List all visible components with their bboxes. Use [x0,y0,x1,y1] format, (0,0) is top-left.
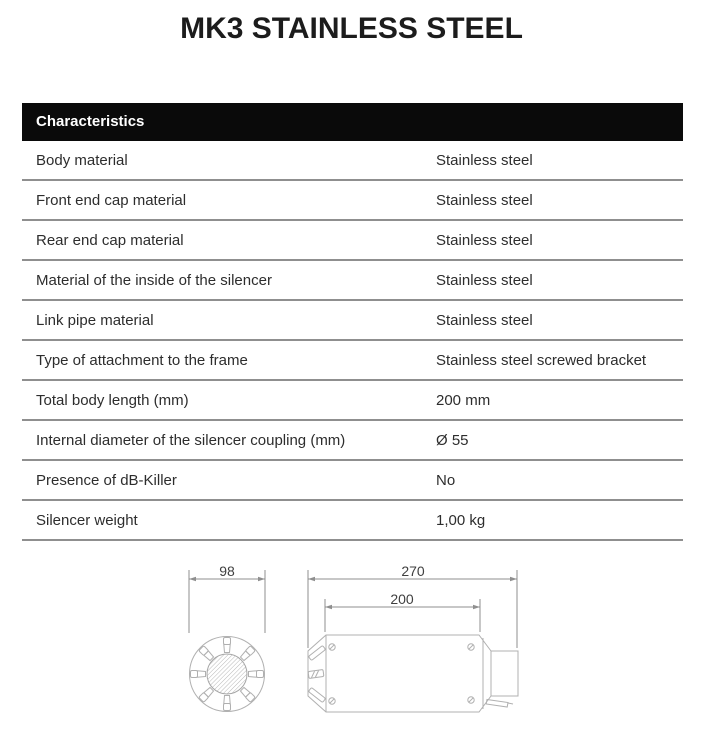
side-view-screws [329,644,474,704]
characteristics-table [22,103,683,541]
table-row [22,501,683,541]
dimension-labels [219,563,425,607]
row-label: Silencer weight [36,511,138,529]
row-value: Stainless steel [436,151,533,169]
side-view-end-cap-slots [308,645,326,702]
dimension-lines [189,570,517,648]
table-row [22,141,683,181]
table-row [22,301,683,341]
row-label: Link pipe material [36,311,154,329]
dimension-label-200: 200 [390,591,414,607]
table-header: Characteristics [22,103,683,141]
row-value: Stainless steel screwed bracket [436,351,647,369]
row-value: No [436,471,456,489]
dimension-label-270: 270 [401,563,425,579]
table-row [22,221,683,261]
page-title: MK3 STAINLESS STEEL [180,12,523,45]
row-label: Body material [36,151,128,169]
row-value: Stainless steel [436,311,533,329]
row-label: Presence of dB-Killer [36,471,177,489]
row-value: 200 mm [436,391,491,409]
row-label: Internal diameter of the silencer coupling (mm) [36,431,346,449]
table-row [22,341,683,381]
row-value: Ø 55 [436,431,469,449]
row-label: Material of the inside of the silencer [36,271,272,289]
row-label: Type of attachment to the frame [36,351,248,369]
table-row [22,181,683,221]
front-view [190,637,265,712]
table-row [22,461,683,501]
row-value: Stainless steel [436,191,533,209]
side-view-bracket [486,700,513,708]
row-value: Stainless steel [436,231,533,249]
row-value: Stainless steel [436,271,533,289]
dimension-270 [308,570,517,648]
row-label: Rear end cap material [36,231,184,249]
table-row [22,421,683,461]
table-row [22,261,683,301]
row-value: 1,00 kg [436,511,486,529]
dimension-label-98: 98 [219,563,235,579]
row-label: Total body length (mm) [36,391,189,409]
dimension-98 [189,570,265,633]
row-label: Front end cap material [36,191,187,209]
technical-drawing [0,556,703,751]
side-view [308,635,518,712]
table-row [22,381,683,421]
